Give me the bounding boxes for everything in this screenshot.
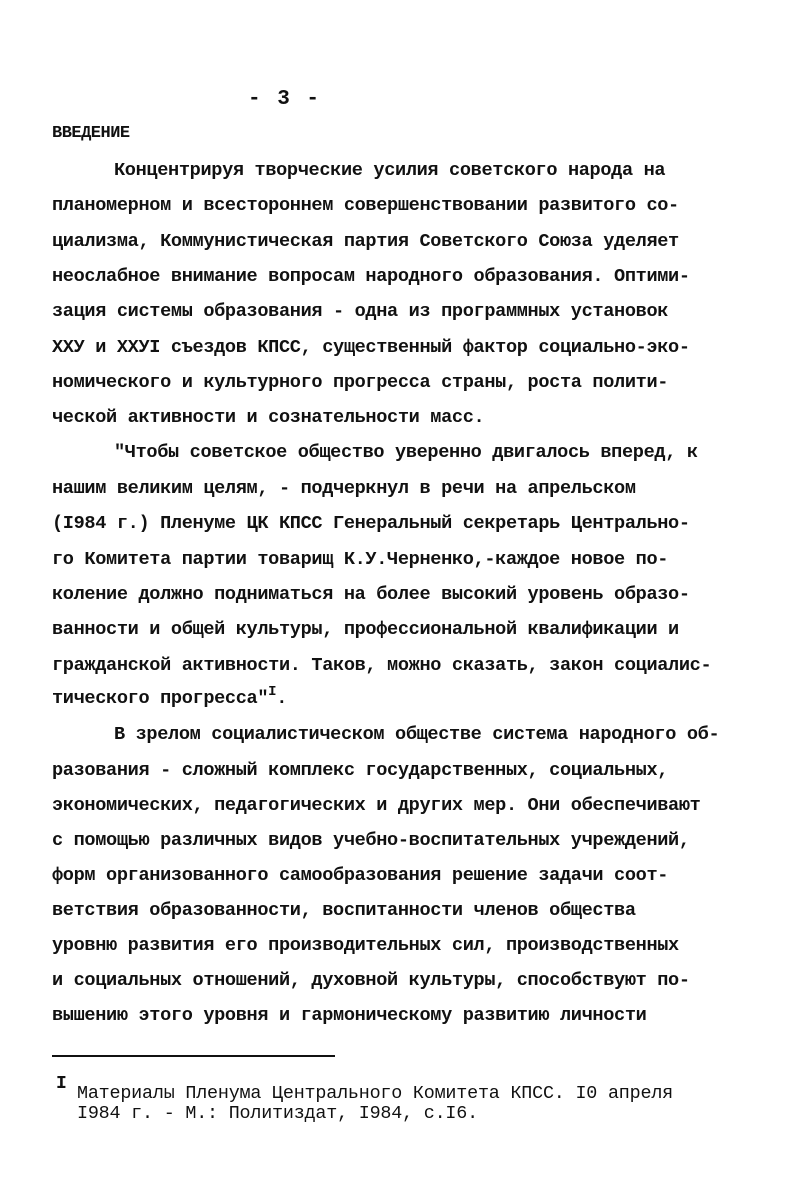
footnote-line-1: Материалы Пленума Центрального Комитета КПСС. I0 апреля xyxy=(77,1083,673,1104)
paragraph-2-line-2: нашим великим целям, - подчеркнул в речи на апрельском xyxy=(52,478,636,499)
footnote-marker: I xyxy=(56,1074,67,1094)
paragraph-3-line-9: вышению этого уровня и гармоническому развитию личности xyxy=(52,1005,647,1026)
paragraph-2-line-4: го Комитета партии товарищ К.У.Черненко,-каждое новое по- xyxy=(52,549,669,570)
paragraph-3-line-8: и социальных отношений, духовной культуры, способствуют по- xyxy=(52,970,690,991)
paragraph-1-line-6: ХХУ и ХХУI съездов КПСС, существенный фактор социально-эко- xyxy=(52,337,690,358)
footnote-line-2: I984 г. - М.: Политиздат, I984, с.I6. xyxy=(77,1103,478,1124)
paragraph-2-line-3: (I984 г.) Пленуме ЦК КПСС Генеральный секретарь Центрально- xyxy=(52,513,690,534)
paragraph-3-line-3: экономических, педагогических и других мер. Они обеспечивают xyxy=(52,795,701,816)
paragraph-2-line-6: ванности и общей культуры, профессиональной квалификации и xyxy=(52,619,679,640)
paragraph-3-line-6: ветствия образованности, воспитанности членов общества xyxy=(52,900,636,921)
paragraph-3-line-1: В зрелом социалистическом обществе система народного об- xyxy=(114,724,720,745)
footnote-separator xyxy=(52,1055,335,1057)
paragraph-2-line-8-text: тического прогресса" xyxy=(52,688,269,709)
section-heading: ВВЕДЕНИЕ xyxy=(52,124,130,143)
paragraph-2-line-8 xyxy=(52,684,288,711)
paragraph-2-line-7: гражданской активности. Таков, можно сказать, закон социалис- xyxy=(52,655,712,676)
paragraph-1-line-4: неослабное внимание вопросам народного образования. Оптими- xyxy=(52,266,690,287)
footnote-reference: I xyxy=(268,684,277,700)
paragraph-1-line-5: зация системы образования - одна из программных установок xyxy=(52,301,669,322)
page-number: - 3 - xyxy=(248,88,322,111)
paragraph-3-line-4: с помощью различных видов учебно-воспитательных учреждений, xyxy=(52,830,690,851)
paragraph-1-line-2: планомерном и всестороннем совершенствовании развитого со- xyxy=(52,195,679,216)
paragraph-2-period: . xyxy=(276,688,288,709)
paragraph-1-line-8: ческой активности и сознательности масс. xyxy=(52,407,485,428)
paragraph-3-line-5: форм организованного самообразования решение задачи соот- xyxy=(52,865,669,886)
paragraph-2-line-5: коление должно подниматься на более высокий уровень образо- xyxy=(52,584,690,605)
paragraph-3-line-2: разования - сложный комплекс государственных, социальных, xyxy=(52,760,669,781)
paragraph-1-line-1: Концентрируя творческие усилия советского народа на xyxy=(114,160,666,181)
paragraph-2-line-1: "Чтобы советское общество уверенно двигалось вперед, к xyxy=(114,442,698,463)
paragraph-3-line-7: уровню развития его производительных сил, производственных xyxy=(52,935,679,956)
paragraph-1-line-7: номического и культурного прогресса страны, роста полити- xyxy=(52,372,669,393)
paragraph-1-line-3: циализма, Коммунистическая партия Советского Союза уделяет xyxy=(52,231,679,252)
